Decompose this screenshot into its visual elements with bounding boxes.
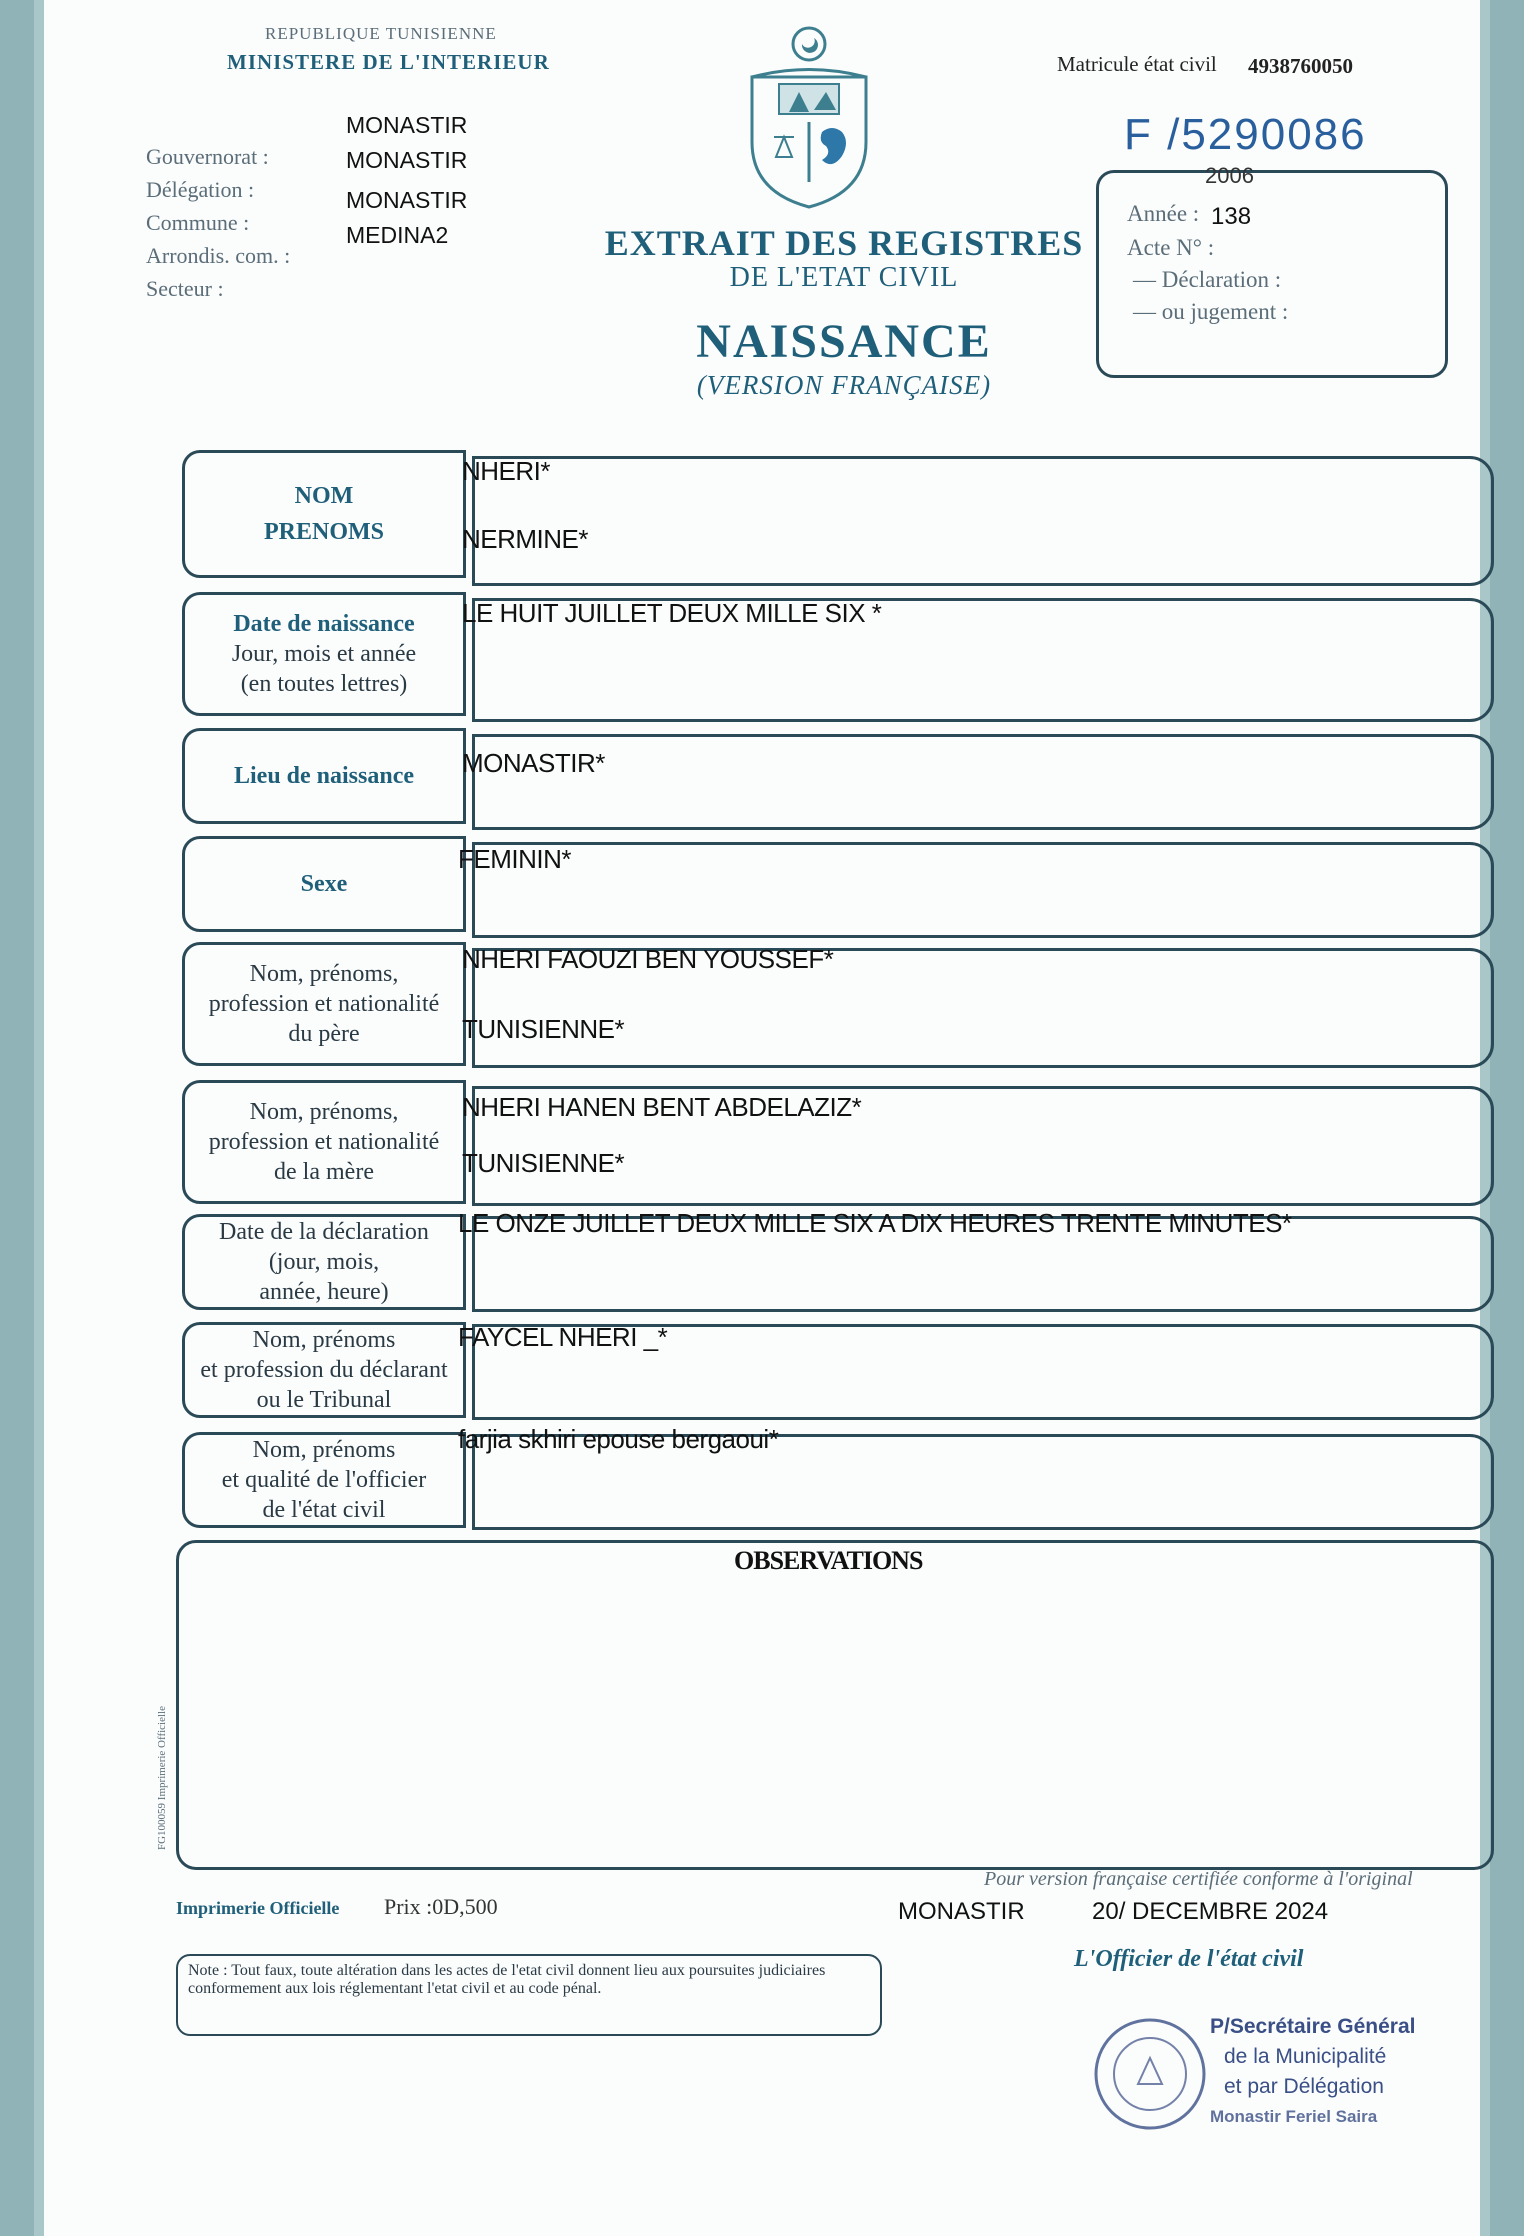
declaration-value: LE ONZE JUILLET DEUX MILLE SIX A DIX HEURES TRENTE MINUTES* [458,1208,1292,1238]
declaration-label-3: année, heure) [259,1279,389,1305]
officier-label-box [182,1432,466,1528]
dob-label-sub1: Jour, mois et année [231,641,417,667]
title-main: NAISSANCE [696,315,992,368]
price-label: Prix :0D,500 [384,1894,498,1919]
delegation-label: Délégation : [146,177,255,202]
pere-label-1: Nom, prénoms, [249,961,399,987]
declarant-label-3: ou le Tribunal [256,1387,392,1413]
signature-line-2: de la Municipalité [1224,2045,1387,2068]
acte-number-label: Acte N° : [1127,235,1215,260]
lieu-value-box [472,734,1494,830]
officer-title: L'Officier de l'état civil [1074,1946,1304,1972]
annee-value: 138 [1211,203,1252,230]
signature-line-4: Monastir Feriel Saira [1210,2107,1378,2126]
secteur-label: Secteur : [146,276,224,301]
signature-line-3: et par Délégation [1224,2075,1384,2098]
commune-value: MONASTIR [346,187,468,213]
title-line2: DE L'ETAT CIVIL [729,262,959,293]
matricule-value: 4938760050 [1248,54,1353,78]
nom-prenoms-value-box [472,456,1494,586]
officier-label-2: et qualité de l'officier [221,1467,427,1493]
prenoms-label: PRENOMS [264,519,384,545]
issue-date: 20/ DECEMBRE 2024 [1092,1898,1329,1925]
sexe-label-box [182,836,466,932]
signature-line-1: P/Secrétaire Général [1210,2015,1416,2038]
officier-label-1: Nom, prénoms [252,1437,396,1463]
document-number: F /5290086 [1124,110,1367,159]
pere-label-2: profession et nationalité [208,991,440,1017]
delegation-value: MONASTIR [346,147,468,173]
dob-value: LE HUIT JUILLET DEUX MILLE SIX * [462,598,882,628]
title-version: (VERSION FRANÇAISE) [696,370,992,400]
declarant-label-box [182,1322,466,1418]
annee-label: Année : [1127,201,1200,226]
legal-note-text: Note : Tout faux, toute altération dans les actes de l'etat civil donnent lieu aux poursuites judiciaires conformement aux lois réglementant l'etat civil et au code pénal. [188,1962,826,1997]
lieu-label-box [182,728,466,824]
sexe-value-box [472,842,1494,938]
nom-value: NHERI* [462,456,551,486]
printer-label: Imprimerie Officielle [176,1898,340,1918]
declaration-label: — Déclaration : [1133,267,1282,292]
arrondissement-value: MEDINA2 [346,222,449,248]
pere-label-box [182,942,466,1066]
certified-note: Pour version française certifiée conforme à l'original [984,1868,1413,1890]
mere-label-box [182,1080,466,1204]
declaration-label-2: (jour, mois, [268,1249,380,1275]
birth-certificate-document [34,0,1490,2236]
republic-label: REPUBLIQUE TUNISIENNE [265,24,497,43]
signature-block [1210,2012,1415,2132]
declarant-label-2: et profession du déclarant [200,1357,448,1383]
coat-of-arms-icon [744,22,874,212]
dob-label-box [182,592,466,716]
declaration-label-box [182,1214,466,1310]
officier-value: farjia skhiri epouse bergaoui* [458,1424,779,1454]
printer-side-code: FG100059 Imprimerie Officielle [156,1706,168,1850]
dob-label-main: Date de naissance [233,611,415,637]
dob-label-sub2: (en toutes lettres) [240,671,408,697]
gouvernorat-value: MONASTIR [346,112,468,138]
prenoms-value: NERMINE* [462,524,589,554]
pere-label-3: du père [288,1021,360,1047]
jugement-label: — ou jugement : [1133,299,1289,324]
declarant-value: FAYCEL NHERI _* [458,1322,668,1352]
nom-label: NOM [294,483,354,509]
mere-label-3: de la mère [274,1159,374,1185]
declarant-label-1: Nom, prénoms [252,1327,396,1353]
pere-value-name: NHERI FAOUZI BEN YOUSSEF* [462,944,834,974]
sexe-value: FEMININ* [458,844,571,874]
mere-value-name: NHERI HANEN BENT ABDELAZIZ* [462,1092,862,1122]
commune-label: Commune : [146,210,250,235]
mere-value-nationality: TUNISIENNE* [462,1148,625,1178]
pere-value-nationality: TUNISIENNE* [462,1014,625,1044]
title-line1: EXTRAIT DES REGISTRES [604,223,1084,263]
matricule-label: Matricule état civil [1057,52,1217,76]
official-stamp-icon [1090,2014,1210,2134]
observations-box [176,1540,1494,1870]
arrondissement-label: Arrondis. com. : [146,243,291,268]
sexe-label: Sexe [300,871,348,897]
legal-note-box [176,1954,882,2036]
acte-year: 2006 [1205,163,1254,188]
mere-label-2: profession et nationalité [208,1129,440,1155]
officier-label-3: de l'état civil [262,1497,386,1523]
location-labels [146,140,290,305]
gouvernorat-label: Gouvernorat : [146,144,269,169]
observations-label: OBSERVATIONS [734,1546,923,1575]
nom-prenoms-label-box [182,450,466,578]
declaration-label-1: Date de la déclaration [219,1219,429,1245]
lieu-value: MONASTIR* [462,748,605,778]
lieu-label: Lieu de naissance [233,763,415,789]
mere-label-1: Nom, prénoms, [249,1099,399,1125]
issue-place: MONASTIR [898,1898,1025,1925]
ministry-label: MINISTERE DE L'INTERIEUR [227,50,550,74]
